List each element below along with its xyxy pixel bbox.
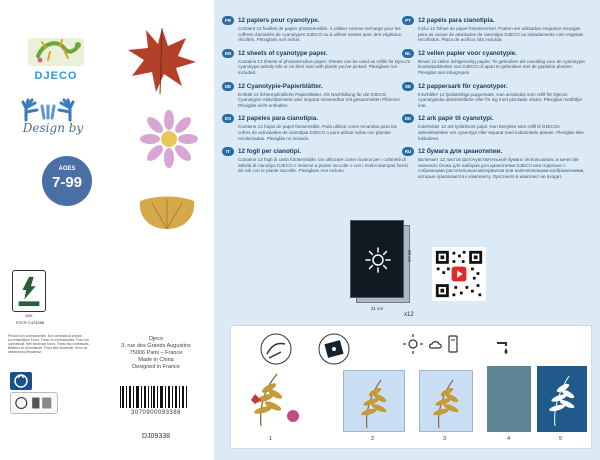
language-column-left: [222, 16, 410, 180]
lang-body: Bevat 12 vellen lichtgevoelig papier. Te gebruiken als navulling voor de cyanotypie knutselpakketten van DJECO of apart te gebruiken met de geplukte planten. Plexiglas niet inbegrepen.: [418, 58, 585, 75]
lang-title: 12 fogli per cianotipi.: [238, 148, 301, 156]
lang-body: Enthält 12 lichtempfindliche Papierblätter. Als Nachfüllung für die DJECO Cyanotypie-Aktivitätensets oder separat verwendbar mit gesammelten Pflanzen. Plexiglas nicht enthalten.: [238, 91, 402, 108]
barcode-digits: 3070900093386: [131, 410, 181, 416]
lang-title: 12 ark papir til cyanotypi.: [418, 115, 494, 123]
designed-in: Designed in France: [132, 364, 180, 370]
lang-block-ru: [402, 147, 590, 179]
lang-title: 12 papéis para cianotipia.: [418, 17, 495, 24]
language-column-right: [402, 16, 590, 186]
paper-dark-icon: [313, 332, 355, 366]
sun-icon: [365, 247, 391, 273]
design-by-label: Design by: [22, 121, 84, 135]
qr-code-icon[interactable]: [432, 247, 486, 301]
lang-block-en: [222, 49, 410, 76]
made-in: Made in China: [138, 357, 174, 363]
lang-body: Contiene 12 fogli di carta fotosensibile. Da utilizzare come ricarica per i cofanetti di attività di cianotipo DJECO o insieme a piante raccolte o con i motivi stampati forniti da soli con le piante raccolte. Plexiglass non incluso.: [238, 157, 408, 174]
paper-quantity: x12: [404, 312, 414, 318]
brand-column: [0, 0, 100, 460]
lang-block-es: [222, 114, 410, 141]
faucet-icon: [495, 338, 513, 358]
step-3-leaves: [423, 374, 469, 430]
reference-number: DJ09338: [141, 433, 171, 440]
lang-block-dk: [402, 114, 590, 141]
lang-body: Inclui 12 folhas de papel fotossensível. Podem ser utilizadas enquanto recargas para as caixas de atividades de cianotipia DJECO ou isoladamente com vegetais recolhidos. Placa de acrílico não incluída.: [418, 26, 584, 43]
lang-code: ES: [222, 114, 234, 123]
lang-block-se: [402, 82, 590, 109]
triman-sorting-icon: [10, 392, 58, 414]
lang-title: 12 sheets of cyanotype paper.: [238, 49, 328, 57]
lang-title: 12 pappersark för cyanotyper.: [418, 82, 508, 90]
paper-sheet-front: [350, 220, 404, 298]
street: 3, rue des Grands Augustins: [121, 343, 191, 349]
step-4-rinse-panel: [487, 366, 531, 432]
ages-label: AGES: [58, 166, 76, 172]
gecko-logo-icon: [28, 34, 84, 68]
lang-title: 12 Cyanotypie-Papierblätter.: [238, 82, 323, 90]
fsc-code: FSC® C474088: [15, 320, 45, 325]
flower-icon: [140, 110, 198, 168]
lang-title: 12 vellen papier voor cyanotypie.: [418, 49, 518, 57]
lang-body: Включает 12 листов фоточувствительной бумаги. Использовать в качестве сменного блока для наборов для цианотипии DJECO или отдельно с собранными растительным материалом или напечатанными изображениями, которые прилагаются к комплекту. Оргстекло в комплект не входит.: [418, 157, 585, 179]
hand-cutting-icon: [255, 332, 297, 366]
step-number-1: 1: [269, 436, 273, 442]
hands-logo-icon: [20, 94, 76, 122]
city: 75006 Paris – France: [129, 350, 183, 356]
lang-title: 12 бумага для цианотипии.: [418, 148, 503, 156]
maple-leaf-icon: [126, 22, 198, 98]
lang-block-nl: [402, 49, 590, 76]
step-5-leaf-print: [541, 370, 583, 428]
lang-body: Contiene 12 hojas de papel fotosensible. Para utilizar como recambio para los cofres de actividades de cianotipia DJECO o para utilizar solas con plantas recolectadas. Plexiglás no incluido.: [238, 124, 397, 141]
lang-block-pt: [402, 16, 590, 43]
lang-body: Indeholder 12 ark lysfølsomt papir. Kan benyttes som refill til DJECOs aktivitetsæsker om cyanotypi eller separat med indsamlede planter. Plexiglas ikke inkluderet.: [418, 124, 584, 141]
ages-value: 7-99: [51, 174, 83, 191]
lang-code: FR: [222, 16, 234, 25]
step-1-leaves: [241, 366, 311, 434]
lang-code: NL: [402, 49, 414, 58]
step-number-2: 2: [371, 436, 375, 442]
lang-code: DE: [222, 82, 234, 91]
paper-stack: [350, 220, 410, 304]
step-number-4: 4: [507, 436, 511, 442]
instructions-steps: [230, 325, 592, 449]
lang-code: SE: [402, 82, 414, 91]
brand-name: DJECO: [34, 70, 78, 82]
lang-code: RU: [402, 147, 414, 156]
fsc-logo-icon: [12, 270, 46, 312]
barcode-icon: [118, 386, 190, 408]
lang-body: Innehåller 12 ljuskänsliga pappersark. Kan användas som refill för Djecos cyanotypiska aktivitetslådor eller för sig med plockade växter. Plexiglas medföljer inte.: [418, 91, 583, 108]
weather-icons: [403, 332, 467, 356]
lang-code: IT: [222, 147, 234, 156]
lang-body: Contains 12 sheets of photosensitive paper. Sheets can be used as refills for Djeco's cyanotype activity kits or on their own with plants you've picked. Plexiglass not included.: [238, 58, 410, 75]
disclaimer-text: Photos non contractuelles. Non contractual photos. Unverbindliche Fotos. Fotos no contractuales. Foto non contrattuali. Niet bindende foto's. Fotos não contratuais. Bilderna är ej bindande. Fotos ikke bindende. Фото не являются контрактом.: [8, 334, 90, 354]
recycling-logo-icon: [10, 372, 32, 390]
address-block: [108, 336, 204, 371]
lang-code: DK: [402, 114, 414, 123]
paper-height-label: 28 cm: [407, 250, 412, 263]
lang-title: 12 papiers pour cyanotype.: [238, 17, 320, 24]
lang-title: 12 papeles para cianotipia.: [238, 115, 319, 123]
step-number-5: 5: [559, 436, 563, 442]
lang-block-de: [222, 82, 410, 109]
lang-block-fr: [222, 16, 410, 43]
paper-width-label: 21 cm: [370, 306, 384, 311]
fsc-mix-label: MIX: [25, 313, 33, 318]
step-2-leaves: [349, 374, 399, 430]
lang-body: Contient 12 feuilles de papier photosensible. À utiliser comme recharge pour les coffrets d'activités de cyanotypes DJECO ou à utiliser seules avec des végétaux récoltés. Plexiglass non inclus.: [238, 26, 401, 43]
company-name: Djeco: [148, 336, 164, 342]
ages-badge: [42, 156, 92, 206]
lang-code: PT: [402, 16, 414, 25]
lang-block-it: [222, 147, 410, 174]
ginkgo-leaf-icon: [134, 195, 200, 257]
lang-code: EN: [222, 49, 234, 58]
step-number-3: 3: [443, 436, 447, 442]
